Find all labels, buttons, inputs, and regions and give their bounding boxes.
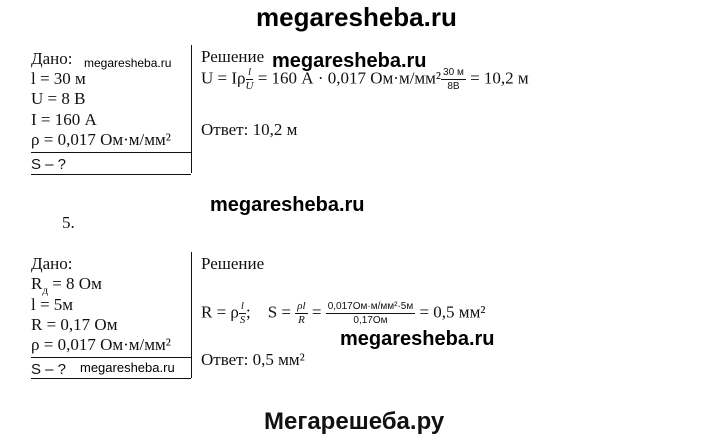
fraction-l-over-u xyxy=(246,66,254,93)
watermark-small: megaresheba.ru xyxy=(84,56,172,70)
formula-prefix: U = Iρ xyxy=(201,68,246,88)
given-length: l = 30 м xyxy=(31,69,86,88)
solution-title: Решение xyxy=(201,254,265,273)
watermark-small: megaresheba.ru xyxy=(80,360,175,375)
watermark-inline: megaresheba.ru xyxy=(340,328,495,350)
given-resistance-d: $R_д = 8$ Ом xyxy=(31,274,102,297)
given-title: Дано: xyxy=(31,49,73,68)
frac-den: 8В xyxy=(447,81,460,92)
formula1-suffix: ; xyxy=(245,302,251,322)
given-resistance: R = 0,17 Ом xyxy=(31,315,118,334)
fraction-rho-l-over-r xyxy=(295,300,307,327)
formula1-prefix: R = ρ xyxy=(201,302,239,322)
formula-result: = 10,2 м xyxy=(470,68,529,88)
formula-line xyxy=(201,66,529,93)
formula2-eq: = xyxy=(311,302,322,322)
find-underline xyxy=(31,378,191,379)
answer: Ответ: 10,2 м xyxy=(201,120,298,139)
given-divider xyxy=(31,152,191,153)
solution-title: Решение xyxy=(201,47,265,66)
frac-den: U xyxy=(245,80,254,92)
given-current: I = 160 А xyxy=(31,110,97,129)
frac-den: 0,17Ом xyxy=(353,315,388,326)
formula-line xyxy=(201,300,485,327)
answer: Ответ: 0,5 мм² xyxy=(201,350,305,369)
vertical-divider xyxy=(191,252,192,378)
watermark-inline: megaresheba.ru xyxy=(272,50,427,72)
fraction-numeric xyxy=(326,300,416,327)
formula2-result: = 0,5 мм² xyxy=(419,302,486,322)
frac-den: R xyxy=(298,314,305,326)
given-resistivity: ρ = 0,017 Ом·м/мм² xyxy=(31,130,171,149)
frac-num: l xyxy=(246,66,254,80)
watermark-top: megaresheba.ru xyxy=(256,2,457,32)
given-divider xyxy=(31,357,191,358)
formula2-prefix: S = xyxy=(267,302,292,322)
problem-number: 5. xyxy=(62,213,75,232)
given-voltage: U = 8 В xyxy=(31,89,86,108)
find-label: S – ? xyxy=(31,156,67,173)
given-resistivity: ρ = 0,017 Ом·м/мм² xyxy=(31,335,171,354)
watermark-middle: megaresheba.ru xyxy=(210,194,365,216)
find-underline xyxy=(31,174,191,175)
frac-den: S xyxy=(239,314,246,326)
fraction-30m-over-8v xyxy=(441,66,466,93)
given-length: l = 5м xyxy=(31,295,74,314)
formula-mid: = 160 А · 0,017 Ом·м/мм² xyxy=(257,68,442,88)
find-label: S – ? xyxy=(31,361,67,378)
frac-num: 30 м xyxy=(443,67,464,78)
frac-num: l xyxy=(240,300,244,312)
watermark-footer: Мегарешеба.ру xyxy=(264,408,445,435)
frac-num: 0,017Ом·м/мм²·5м xyxy=(327,301,414,312)
vertical-divider xyxy=(191,45,192,173)
fraction-l-over-s xyxy=(239,300,246,327)
given-title: Дано: xyxy=(31,254,73,273)
frac-num: ρl xyxy=(297,300,306,312)
